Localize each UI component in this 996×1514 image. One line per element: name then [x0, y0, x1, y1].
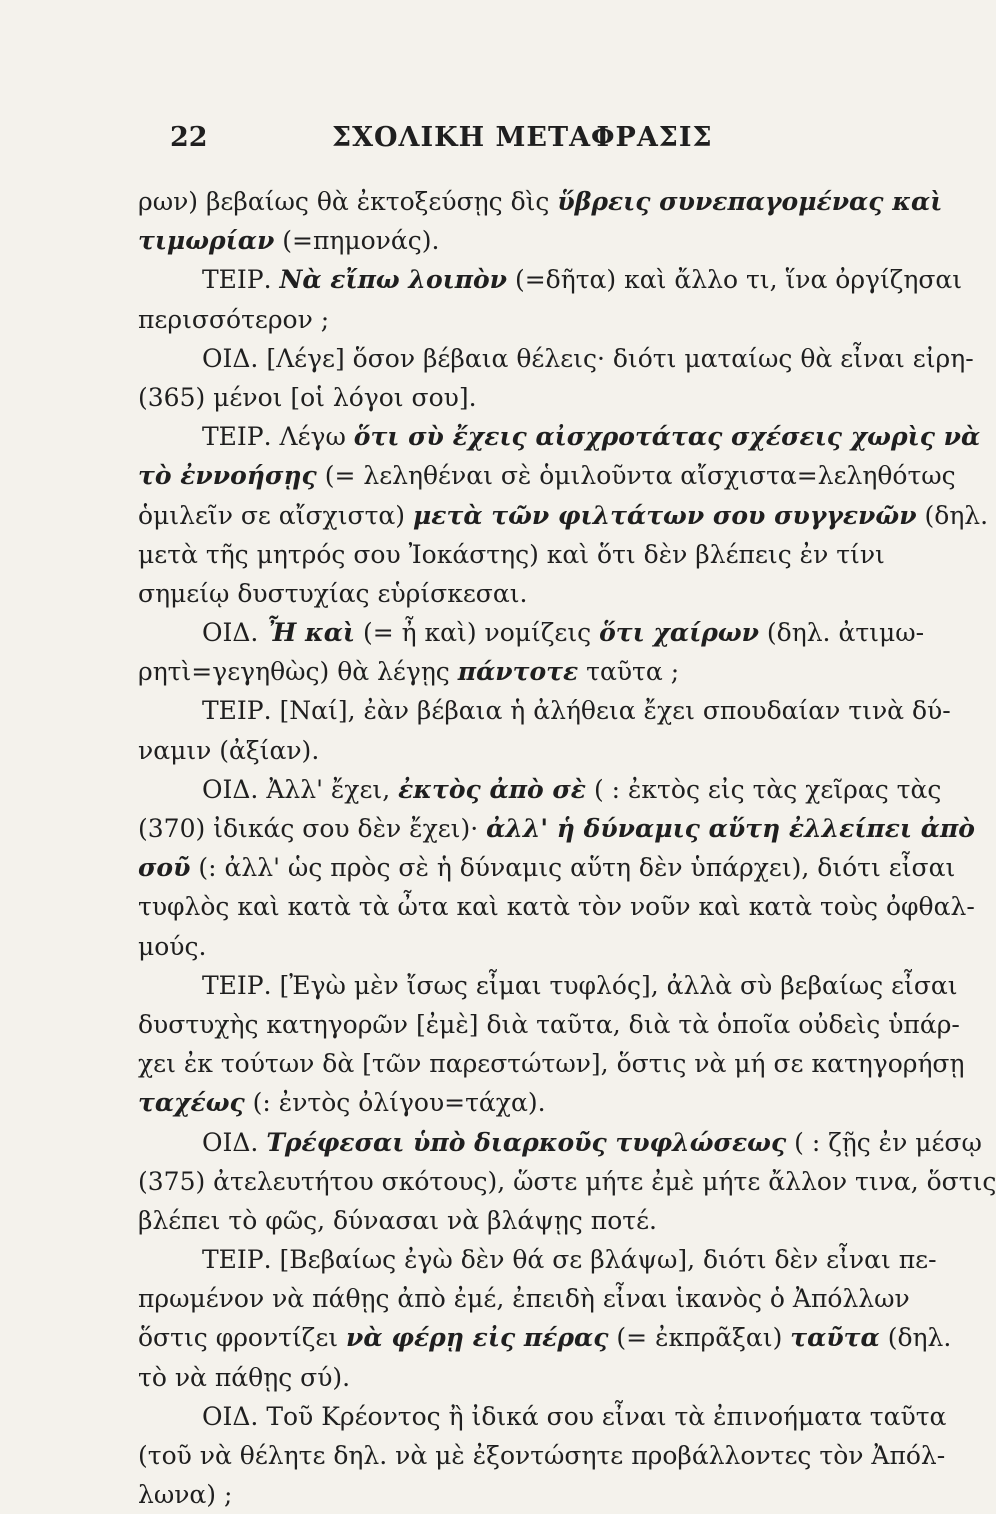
text-line [138, 1044, 965, 1083]
text-line [138, 1083, 938, 1122]
text-line [138, 378, 938, 417]
text-segment: χει ἐκ τούτων δὰ [τῶν παρεστώτων], ὅστις νὰ μή σε κατηγορήσῃ [138, 1049, 965, 1079]
emphasized-text: Ἦ καὶ [266, 618, 356, 648]
text-segment: βλέπει τὸ φῶς, δύνασαι νὰ βλάψῃς ποτέ. [138, 1205, 657, 1235]
running-title: ΣΧΟΛΙΚΗ ΜΕΤΑΦΡΑΣΙΣ [332, 122, 713, 153]
text-line [138, 848, 956, 887]
emphasized-text: ὕβρεις συνεπαγομένας καὶ [557, 187, 943, 216]
text-segment: (= ἦ καὶ) νομίζεις [355, 618, 600, 648]
text-segment: ΟΙΔ. [202, 1127, 267, 1157]
text-segment: (=δῆτα) καὶ ἄλλο τι, ἵνα ὀργίζησαι [507, 265, 963, 295]
text-segment: ὁμιλεῖν σε αἴσχιστα) [138, 500, 413, 530]
text-segment: (=πημονάς). [274, 226, 440, 256]
emphasized-text: ἐκτὸς ἀπὸ σὲ [398, 774, 586, 804]
text-line [138, 887, 975, 926]
text-segment: ταῦτα ; [578, 657, 680, 687]
text-line [138, 535, 938, 574]
text-segment: περισσότερον ; [138, 304, 330, 334]
emphasized-text: μετὰ τῶν φιλτάτων σου συγγενῶν [413, 500, 917, 530]
text-segment: ρων) βεβαίως θὰ ἐκτοξεύσῃς δὶς [138, 187, 558, 216]
text-segment: (δηλ. [916, 500, 989, 530]
text-segment: (δηλ. ἀτιμω- [758, 618, 925, 648]
text-line [138, 1201, 938, 1240]
emphasized-text: ὅτι σὺ ἔχεις αἰσχροτάτας σχέσεις χωρὶς νὰ [353, 422, 981, 452]
text-line [138, 1397, 947, 1436]
text-line [138, 731, 938, 770]
text-segment: ὅστις φροντίζει [138, 1323, 347, 1353]
emphasized-text: ἀλλ' ἡ δύναμις αὕτη ἐλλείπει ἀπὸ [486, 814, 975, 843]
text-line [138, 221, 938, 260]
text-line [138, 260, 963, 299]
text-line [138, 927, 938, 966]
text-segment: ΟΙΔ. Ἀλλ' ἔχει, [202, 774, 399, 804]
text-segment: (: ἀλλ' ὡς πρὸς σὲ ἡ δύναμις αὕτη δὲν ὑπάρχει), διότι εἶσαι [190, 853, 956, 883]
text-segment: ΤΕΙΡ. [202, 265, 280, 295]
text-line [138, 574, 938, 613]
text-line [138, 966, 958, 1005]
text-line [138, 1358, 938, 1397]
text-segment: ναμιν (ἀξίαν). [138, 735, 320, 765]
text-segment: μούς. [138, 931, 207, 961]
text-segment: δυστυχὴς κατηγορῶν [ἐμὲ] διὰ ταῦτα, διὰ τὰ ὁποῖα οὐδεὶς ὑπάρ- [138, 1009, 960, 1039]
text-segment: μετὰ τῆς μητρός σου Ἰοκάστης) καὶ ὅτι δὲν βλέπεις ἐν τίνι [138, 539, 885, 569]
emphasized-text: νὰ φέρῃ εἰς πέρας [346, 1323, 609, 1353]
text-segment: (: ἐντὸς ὀλίγου=τάχα). [244, 1088, 546, 1118]
text-segment: ΤΕΙΡ. [Ναί], ἐὰν βέβαια ἡ ἀλήθεια ἔχει σπουδαίαν τινὰ δύ- [202, 696, 951, 726]
text-line [138, 652, 938, 691]
text-segment: ΤΕΙΡ. [Ἐγὼ μὲν ἴσως εἶμαι τυφλός], ἀλλὰ σὺ βεβαίως εἶσαι [202, 970, 958, 1000]
text-line [138, 300, 938, 339]
text-segment: τὸ νὰ πάθῃς σύ). [138, 1362, 351, 1392]
page-number: 22 [170, 122, 208, 153]
text-segment: ΟΙΔ. Τοῦ Κρέοντος ἢ ἰδικά σου εἶναι τὰ ἐπινοήματα ταῦτα [202, 1401, 947, 1431]
text-line [138, 1005, 960, 1044]
emphasized-text: ὅτι χαίρων [599, 618, 759, 648]
text-segment: πρωμένον νὰ πάθῃς ἀπὸ ἐμέ, ἐπειδὴ εἶναι ἱκανὸς ὁ Ἀπόλλων [138, 1284, 910, 1314]
emphasized-text: Νὰ εἴπω λοιπὸν [279, 265, 508, 295]
text-segment: (δηλ. [879, 1323, 952, 1353]
text-segment: ( : ἐκτὸς εἰς τὰς χεῖρας τὰς [586, 774, 942, 804]
text-line [138, 1475, 938, 1514]
emphasized-text: τιμωρίαν [138, 226, 275, 256]
text-line [138, 417, 981, 456]
text-segment: ΤΕΙΡ. Λέγω [202, 422, 354, 452]
text-line [138, 1162, 996, 1201]
emphasized-text: Τρέφεσαι ὑπὸ διαρκοῦς τυφλώσεως [266, 1127, 787, 1157]
text-line [138, 182, 943, 221]
text-segment: (365) μένοι [οἱ λόγοι σου]. [138, 382, 477, 412]
emphasized-text: σοῦ [138, 853, 191, 883]
text-line [138, 691, 951, 730]
text-segment: (375) ἀτελευτήτου σκότους), ὥστε μήτε ἐμὲ μήτε ἄλλον τινα, ὅστις [138, 1166, 996, 1196]
text-segment: (= ἐκπρᾶξαι) [608, 1323, 791, 1353]
text-line [138, 1279, 938, 1318]
emphasized-text: ταχέως [138, 1088, 245, 1118]
text-segment: ΟΙΔ. [Λέγε] ὅσον βέβαια θέλεις· διότι ματαίως θὰ εἶναι εἰρη- [202, 343, 974, 373]
text-segment: σημείῳ δυστυχίας εὑρίσκεσαι. [138, 578, 528, 608]
text-body [138, 182, 996, 1514]
page-header [170, 118, 870, 158]
text-line [138, 339, 974, 378]
text-line [138, 613, 938, 652]
text-segment: ( : ζῇς ἐν μέσῳ [786, 1127, 982, 1157]
text-line [138, 496, 989, 535]
text-segment: ρητὶ=γεγηθὼς) θὰ λέγῃς [138, 657, 458, 687]
text-segment: ΟΙΔ. [202, 618, 267, 648]
emphasized-text: τὸ ἐννοήσῃς [138, 461, 317, 491]
text-line [138, 456, 956, 495]
text-line [138, 1436, 946, 1475]
text-line [138, 770, 942, 809]
text-segment: (= λεληθέναι σὲ ὁμιλοῦντα αἴσχιστα=λεληθότως [316, 461, 956, 491]
text-segment: (τοῦ νὰ θέλητε δηλ. νὰ μὲ ἐξοντώσητε προβάλλοντες τὸν Ἀπόλ- [138, 1441, 946, 1470]
emphasized-text: πάντοτε [457, 657, 579, 687]
emphasized-text: ταῦτα [790, 1323, 880, 1353]
text-line [138, 809, 975, 848]
text-segment: τυφλὸς καὶ κατὰ τὰ ὦτα καὶ κατὰ τὸν νοῦν καὶ κατὰ τοὺς ὀφθαλ- [138, 892, 975, 922]
text-line [138, 1318, 952, 1357]
text-line [138, 1240, 938, 1279]
text-segment: ΤΕΙΡ. [Βεβαίως ἐγὼ δὲν θά σε βλάψω], διότι δὲν εἶναι πε- [202, 1245, 937, 1275]
text-line [138, 1123, 982, 1162]
text-segment: (370) ἰδικάς σου δὲν ἔχει)· [138, 814, 487, 843]
text-segment: λωνα) ; [138, 1480, 233, 1510]
